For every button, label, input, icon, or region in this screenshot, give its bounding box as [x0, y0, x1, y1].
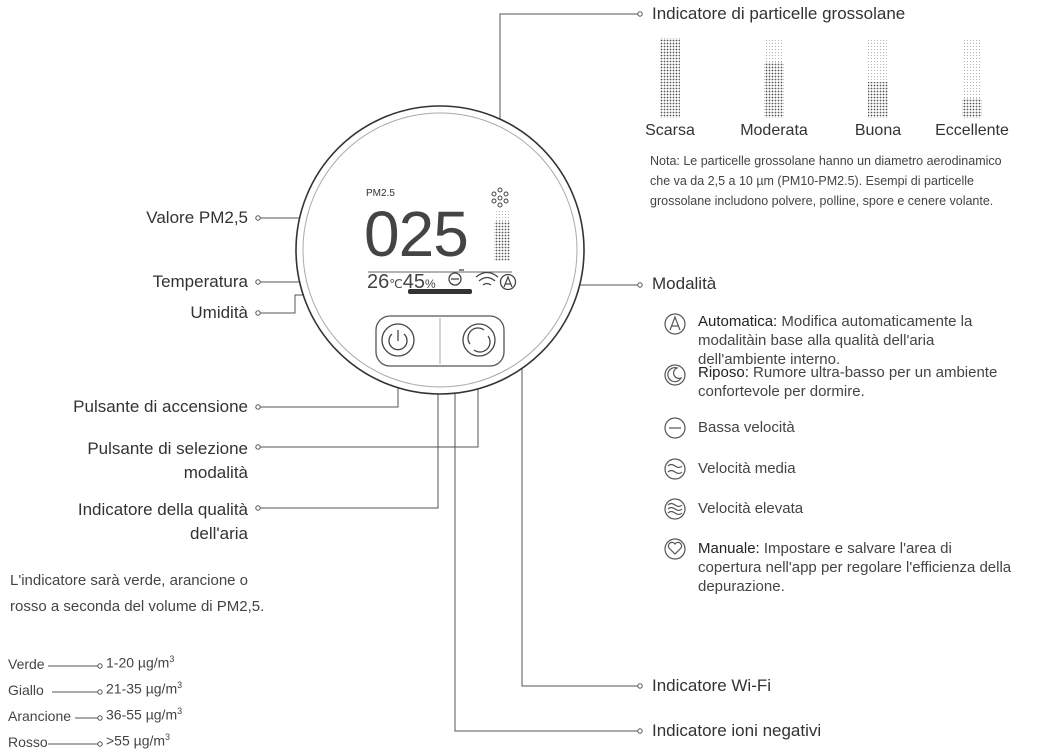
coarse-bar-fill-1 — [764, 62, 784, 118]
coarse-level-label: Buona — [854, 122, 902, 139]
mode-name: Manuale: — [698, 540, 760, 557]
label-temperature: Temperatura — [152, 272, 248, 291]
mode-name: Automatica: — [698, 313, 778, 330]
label-mode-button: Pulsante di selezione modalità — [87, 439, 248, 482]
humidity-unit: % — [424, 277, 436, 291]
pm-range-color: Giallo — [8, 682, 44, 698]
coarse-bar-fill-0 — [660, 38, 680, 118]
temperature-unit: ℃ — [389, 277, 403, 291]
pm-range-value: >55 $\mu g/m^3$ — [106, 732, 171, 749]
device-coarse-bar-fill — [494, 221, 510, 261]
mode-description: Bassa velocità — [698, 419, 795, 436]
coarse-level-label: Scarsa — [645, 122, 695, 139]
label-power-button: Pulsante di accensione — [73, 397, 248, 416]
coarse-level-label: Eccellente — [935, 122, 1009, 139]
mode-description: Velocità elevata — [698, 500, 804, 517]
auto-mode-icon — [665, 314, 685, 334]
mode-description: Automatica: Modifica automaticamente la modalitàin base alla qualità dell'aria dell'ambiente interno. — [698, 313, 973, 368]
label-pm-value: Valore PM2,5 — [146, 208, 248, 227]
pm-range-value: 1-20 $\mu g/m^3$ — [106, 654, 175, 671]
modes-title: Modalità — [652, 274, 717, 293]
pm-label: PM2.5 — [366, 188, 395, 199]
aq-description: L'indicatore sarà verde, arancione o rosso a seconda del volume di PM2,5. — [10, 572, 265, 615]
coarse-note: Nota: Le particelle grossolane hanno un diametro aerodinamico che va da 2,5 a 10 µm (PM10-PM2.5). Esempi di particelle grossolane includono polvere, polline, spore e cenere volante. — [650, 154, 1002, 208]
pm-range-value: 36-55 $\mu g/m^3$ — [106, 706, 183, 723]
pm-value: 025 — [364, 198, 468, 270]
pm-range-value: 21-35 $\mu g/m^3$ — [106, 680, 183, 697]
temperature-value: 26 — [367, 271, 390, 293]
humidity-value: 45 — [402, 271, 425, 293]
coarse-indicator-title: Indicatore di particelle grossolane — [652, 4, 906, 23]
pm-range-color: Verde — [8, 656, 45, 672]
coarse-bar-fill-2 — [868, 82, 888, 118]
pm-range-color: Rosso — [8, 734, 48, 750]
mode-description: Manuale: Impostare e salvare l'area di copertura nell'app per regolare l'efficienza della depurazione. — [698, 540, 1012, 595]
low-speed-icon — [665, 418, 685, 438]
pm-range-color: Arancione — [8, 708, 72, 724]
wifi-label: Indicatore Wi-Fi — [652, 676, 772, 695]
label-humidity: Umidità — [190, 303, 248, 322]
mode-name: Riposo: — [698, 364, 749, 381]
manual-mode-icon — [665, 539, 685, 559]
high-speed-icon — [665, 499, 685, 519]
coarse-bar-fill-3 — [962, 98, 982, 118]
ion-label: Indicatore ioni negativi — [652, 721, 822, 740]
medium-speed-icon — [665, 459, 685, 479]
coarse-levels-bars — [660, 38, 982, 118]
mode-description: Velocità media — [698, 460, 796, 477]
label-aq-indicator: Indicatore della qualità dell'aria — [77, 500, 248, 543]
sleep-mode-icon — [665, 365, 685, 385]
coarse-level-label: Moderata — [740, 122, 808, 139]
mode-description: Riposo: Rumore ultra-basso per un ambiente confortevole per dormire. — [698, 364, 998, 400]
temp-humidity-readout — [367, 271, 436, 294]
